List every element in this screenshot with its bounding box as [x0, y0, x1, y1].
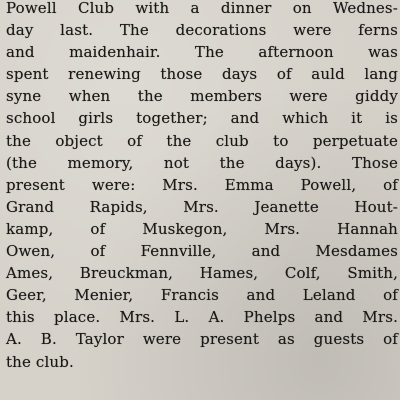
article-line: this place. Mrs. L. A. Phelps and Mrs. — [6, 308, 398, 327]
article-line: the club. — [6, 352, 74, 371]
article-line: Ames, Breuckman, Hames, Colf, Smith, — [6, 264, 398, 283]
article-line: (the memory, not the days). Those — [6, 153, 398, 172]
article-line: and maidenhair. The afternoon was — [6, 43, 398, 62]
article-line: present were: Mrs. Emma Powell, of — [6, 175, 398, 194]
article-line: school girls together; and which it is — [6, 109, 398, 128]
article-column — [6, 0, 398, 373]
article-line: spent renewing those days of auld lang — [6, 65, 398, 84]
article-line: the object of the club to perpetuate — [6, 131, 398, 150]
article-line: Geer, Menier, Francis and Leland of — [6, 286, 398, 305]
article-line: A. B. Taylor were present as guests of — [6, 330, 398, 349]
article-line: syne when the members were giddy — [6, 87, 398, 106]
article-line: Powell Club with a dinner on Wednes- — [6, 0, 398, 17]
article-line: Grand Rapids, Mrs. Jeanette Hout- — [6, 197, 398, 216]
article-line: day last. The decorations were ferns — [6, 21, 398, 40]
article-line: kamp, of Muskegon, Mrs. Hannah — [6, 219, 398, 238]
article-line: Owen, of Fennville, and Mesdames — [6, 242, 398, 261]
